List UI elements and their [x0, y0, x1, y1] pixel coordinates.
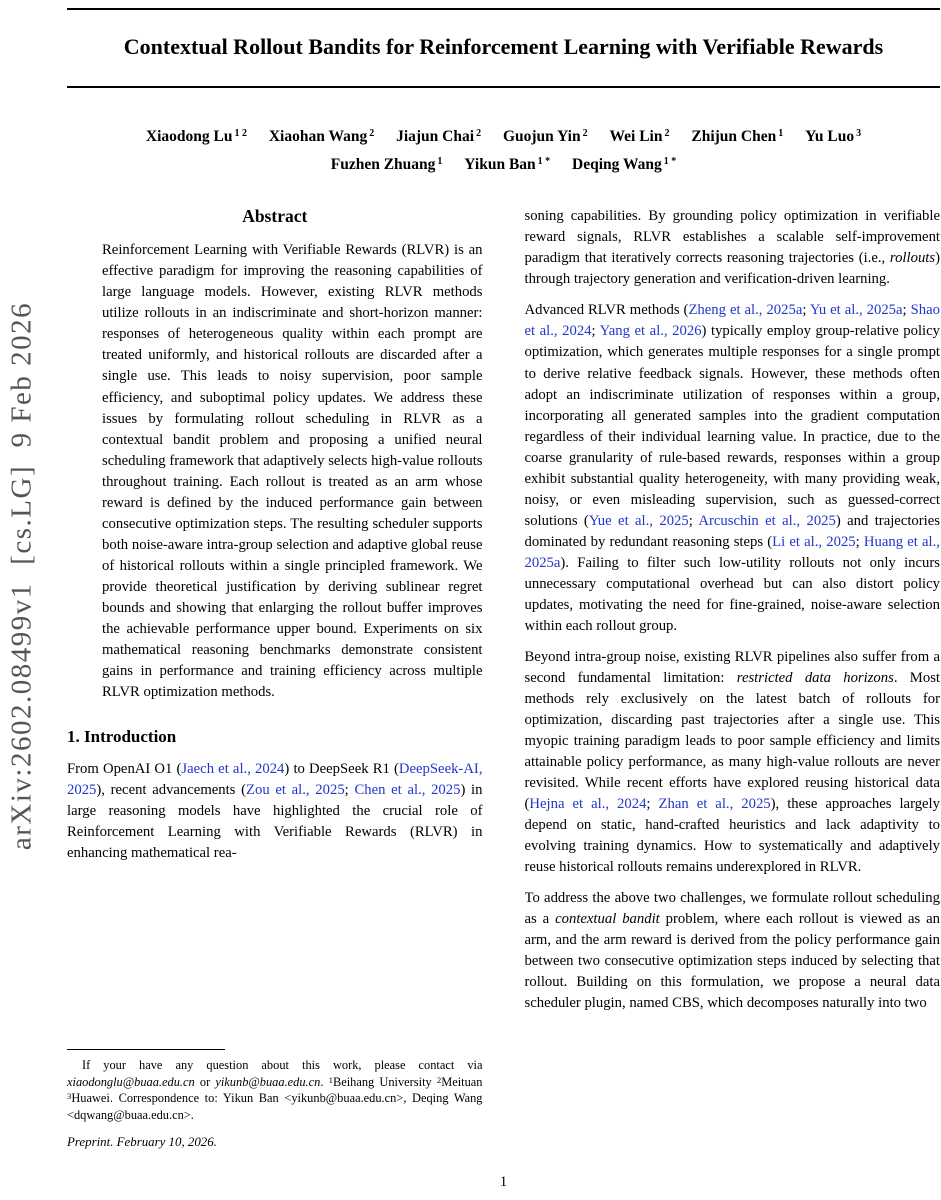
text-segment: ; — [802, 302, 810, 319]
body-paragraph — [525, 647, 941, 878]
citation-link[interactable]: Zhan et al., 2025 — [658, 795, 771, 812]
citation-link[interactable]: Jaech et al., 2024 — [181, 760, 285, 777]
author-name: Xiaohan Wang — [268, 128, 368, 146]
author-affiliation-sup: 2 — [582, 128, 588, 140]
text-segment: ) and trajectories dominated by redundant reasoning steps ( — [524, 512, 940, 550]
text-segment: problem, where each rollout is viewed as an arm, and the arm reward is derived from the policy performance gain between two consecutive optimization steps induced by selecting that rollout. Building on this formulation, we propose a neural data scheduler plugin, named CBS, which decomposes naturally into two — [524, 910, 940, 1011]
text-segment: ; — [855, 533, 864, 550]
text-segment: ). Failing to filter such low-utility rollouts not only incurs unnecessary computational overhead but can also distort policy updates, motivating the need for fine-grained, noise-aware selection within each rollout group. — [524, 554, 940, 634]
text-segment: If your have any question about this work, please contact via — [82, 1057, 483, 1072]
author — [503, 128, 588, 145]
text-segment: 3 — [67, 1091, 72, 1102]
footnote-rule — [67, 1049, 225, 1050]
author — [464, 156, 550, 173]
citation-link[interactable]: Huang et al., 2025a — [524, 533, 940, 571]
text-segment: ) typically employ group-relative policy optimization, which generates multiple responses for a single prompt to derive relative feedback signals. However, these methods often adopt an indiscriminate utilization of responses within a group, incorporating all generated samples into the gradient computation regardless of their individual learning value. In practice, due to the coarse granularity of rule-based rewards, responses within a group exhibit substantial quality heterogeneity, with many providing weak, noisy, or even misleading supervision, such as guessed-correct solutions ( — [524, 323, 940, 529]
footnote-text — [67, 1057, 483, 1123]
right-column — [525, 206, 941, 1164]
text-segment: or — [194, 1074, 216, 1089]
citation-link[interactable]: Chen et al., 2025 — [354, 781, 461, 798]
author — [691, 128, 783, 145]
text-segment: soning capabilities. By grounding policy optimization in verifiable reward signals, RLVR establishes a scalable self-improvement paradigm that iteratively corrects reasoning trajectories (i.e., — [524, 208, 940, 267]
author — [331, 156, 443, 173]
citation-link[interactable]: Hejna et al., 2024 — [529, 795, 647, 812]
text-segment: ; — [344, 781, 355, 798]
author-affiliation-sup: 2 — [476, 128, 482, 140]
author-affiliation-sup: 1 — [778, 128, 784, 140]
page-content — [67, 0, 940, 1200]
author — [610, 128, 670, 145]
text-segment: xiaodonglu@buaa.edu.cn — [67, 1074, 195, 1089]
intro-paragraph — [67, 759, 483, 864]
text-segment: ; — [688, 512, 699, 529]
text-segment: yikunb@buaa.edu.cn — [215, 1074, 321, 1089]
text-segment: ) through trajectory generation and verification-driven learning. — [524, 250, 940, 288]
author-affiliation-sup: 2 — [369, 128, 375, 140]
text-segment: ; — [646, 795, 659, 812]
text-segment: ), recent advancements ( — [96, 781, 246, 798]
citation-link[interactable]: Zheng et al., 2025a — [688, 302, 803, 319]
author-name: Deqing Wang — [572, 156, 662, 174]
text-segment: ; — [591, 323, 600, 340]
text-segment: From OpenAI O1 ( — [67, 760, 182, 777]
text-segment: ), these approaches largely depend on static, hand-crafted heuristics and lack adaptivity to evolving training dynamics. How to systematically and adaptively reuse historical rollouts remains underexplored in RLVR. — [524, 795, 940, 875]
text-segment: Huawei. Correspondence to: Yikun Ban <yikunb@buaa.edu.cn>, Deqing Wang <dqwang@buaa.edu.cn>. — [67, 1091, 483, 1122]
author — [572, 156, 676, 173]
author-name: Guojun Yin — [502, 128, 581, 146]
author-name: Yu Luo — [805, 128, 855, 146]
author-name: Xiaodong Lu — [145, 128, 233, 146]
author-row-1 — [67, 124, 940, 152]
text-segment: Advanced RLVR methods ( — [524, 302, 689, 319]
abstract-text: Reinforcement Learning with Verifiable Rewards (RLVR) is an effective paradigm for improving the reasoning capabilities of large language models. However, existing RLVR methods utilize rollouts in an indiscriminate and short-horizon manner: responses of heterogeneous quality within each prompt are treated uniformly, and historical rollouts are discarded after a single use. This leads to noisy supervision, poor sample efficiency, and suboptimal policy updates. We address these issues by formulating rollout scheduling in RLVR as a contextual bandit problem and proposing a unified neural scheduling framework that adaptively selects high-value rollouts throughout training. Each rollout is treated as an arm whose reward is defined by the induced performance gain between consecutive optimization steps. The resulting scheduler supports both noise-aware intra-group selection and adaptive global reuse of historical rollouts within a single principled framework. We provide theoretical justification by deriving sublinear regret bounds and showing that enlarging the rollout buffer improves the achievable performance upper bound. Experiments on six mathematical reasoning benchmarks demonstrate consistent gains in performance and training efficiency across multiple RLVR optimization methods. — [102, 242, 483, 700]
citation-link[interactable]: Arcuschin et al., 2025 — [698, 512, 836, 529]
citation-link[interactable]: Yu et al., 2025a — [809, 302, 903, 319]
arxiv-label: arXiv:2602.08499v1 [cs.LG] 9 Feb 2026 — [5, 301, 38, 851]
author-name: Fuzhen Zhuang — [330, 156, 436, 174]
body-paragraph — [525, 888, 941, 1014]
author-affiliation-sup: 1 * — [537, 156, 551, 168]
text-segment: ; — [902, 302, 911, 319]
text-segment: contextual bandit — [555, 910, 660, 927]
text-segment: ) to DeepSeek R1 ( — [284, 760, 399, 777]
body-paragraph — [525, 300, 941, 636]
text-segment: . Most methods rely exclusively on the latest batch of rollouts for optimization, discarding past trajectories after a single use. This myopic training paradigm leads to poor sample efficiency and limits attainable policy performance, as many high-value rollouts are never revisited. While recent efforts have explored reusing historical data ( — [524, 669, 940, 812]
text-segment: Meituan — [441, 1074, 483, 1089]
citation-link[interactable]: Shao et al., 2024 — [524, 302, 940, 340]
preprint-line: Preprint. February 10, 2026. — [67, 1135, 217, 1150]
author-affiliation-sup: 1 2 — [234, 128, 247, 140]
text-segment: Beihang University — [332, 1074, 437, 1089]
author-block — [67, 124, 940, 180]
title-rule — [67, 86, 940, 88]
author-name: Wei Lin — [609, 128, 663, 146]
citation-link[interactable]: Yang et al., 2026 — [599, 323, 702, 340]
text-segment: To address the above two challenges, we formulate rollout scheduling as a — [524, 889, 940, 927]
text-segment: Beyond intra-group noise, existing RLVR pipelines also suffer from a second fundamental limitation: — [524, 648, 940, 686]
citation-link[interactable]: DeepSeek-AI, 2025 — [67, 760, 483, 798]
author — [269, 128, 374, 145]
author-affiliation-sup: 1 — [437, 156, 443, 168]
author-row-2 — [67, 152, 940, 180]
left-column — [67, 206, 483, 1164]
author-affiliation-sup: 1 * — [663, 156, 677, 168]
text-segment: rollouts — [889, 250, 936, 267]
author — [805, 128, 861, 145]
author-affiliation-sup: 3 — [856, 128, 862, 140]
two-column-body — [67, 206, 940, 1164]
top-rule — [67, 8, 940, 10]
citation-link[interactable]: Li et al., 2025 — [772, 533, 856, 550]
footnote-block — [67, 1049, 483, 1164]
section-heading-introduction: 1. Introduction — [67, 726, 177, 746]
text-segment: ) in large reasoning models have highlighted the crucial role of Reinforcement Learning with Verifiable Rewards (RLVR) in enhancing mathematical rea- — [67, 781, 483, 861]
body-paragraph — [525, 206, 941, 290]
citation-link[interactable]: Yue et al., 2025 — [588, 512, 689, 529]
citation-link[interactable]: Zou et al., 2025 — [246, 781, 345, 798]
text-segment: . — [320, 1074, 329, 1089]
author-name: Zhijun Chen — [691, 128, 777, 146]
author — [396, 128, 481, 145]
page-number: 1 — [499, 1174, 508, 1190]
abstract-heading: Abstract — [242, 206, 308, 227]
text-segment: 1 — [328, 1074, 333, 1085]
author-affiliation-sup: 2 — [664, 128, 670, 140]
text-segment: restricted data horizons — [736, 669, 894, 686]
text-segment: 2 — [436, 1074, 442, 1085]
author-name: Yikun Ban — [464, 156, 536, 174]
author — [146, 128, 247, 145]
paper-title: Contextual Rollout Bandits for Reinforcement Learning with Verifiable Rewards — [123, 34, 884, 59]
author-name: Jiajun Chai — [396, 128, 475, 146]
